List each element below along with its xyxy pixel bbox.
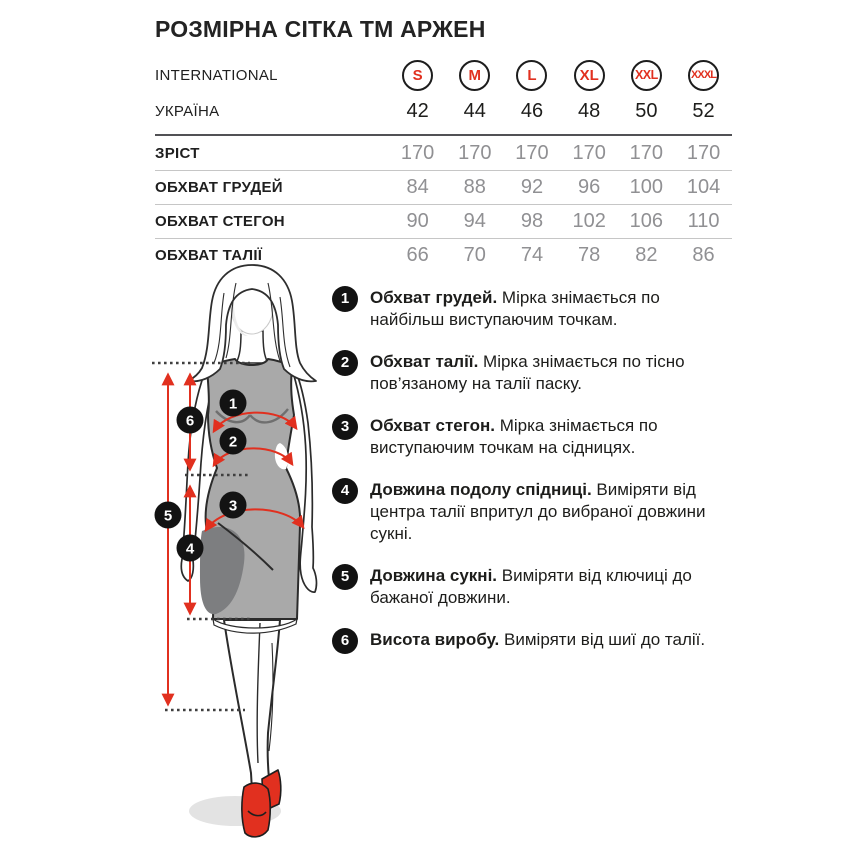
measure-value: 82 xyxy=(635,244,658,266)
measure-value: 170 xyxy=(515,141,549,164)
legend-item-hips xyxy=(332,415,706,459)
measure-value: 170 xyxy=(572,141,606,164)
table-row-hips xyxy=(155,204,732,238)
measurement-figure xyxy=(140,263,340,850)
ua-size-value: 50 xyxy=(635,99,658,122)
figure-marker-6 xyxy=(177,407,204,434)
measure-value: 170 xyxy=(400,141,435,164)
legend-item-bodice-height xyxy=(332,629,706,651)
size-badge-s: S xyxy=(402,60,433,91)
row-label-height: ЗРІСТ xyxy=(155,144,200,162)
measure-value: 170 xyxy=(629,141,664,164)
table-row-ukraine xyxy=(155,94,732,128)
page-title: РОЗМІРНА СІТКА ТМ АРЖЕН xyxy=(155,16,486,42)
legend-text: Мірка знімається по виступаючим точкам на сідницях. xyxy=(370,416,658,457)
measure-value: 110 xyxy=(687,210,720,232)
measure-value: 78 xyxy=(578,244,601,266)
ua-size-value: 52 xyxy=(692,99,715,122)
measure-value: 102 xyxy=(572,210,606,232)
figure-marker-5 xyxy=(155,502,182,529)
woman-sketch-illustration xyxy=(140,263,340,850)
measure-value: 94 xyxy=(463,210,486,232)
svg-text:4: 4 xyxy=(185,540,195,558)
legend-title: Довжина сукні. xyxy=(370,566,498,585)
legend-text: Мірка знімається по найбільш виступаючим точкам. xyxy=(370,288,660,329)
figure-marker-4 xyxy=(177,535,204,562)
ua-size-value: 48 xyxy=(578,99,601,122)
legend-number-badge: 2 xyxy=(332,350,358,376)
row-label-hips: ОБХВАТ СТЕГОН xyxy=(155,213,285,230)
legend-number-badge: 5 xyxy=(332,564,358,590)
row-label-bust: ОБХВАТ ГРУДЕЙ xyxy=(155,179,283,196)
legend-title: Довжина подолу спідниці. xyxy=(370,480,592,499)
legend-number-badge: 6 xyxy=(332,628,358,654)
neck xyxy=(236,331,268,363)
measure-value: 70 xyxy=(463,244,486,266)
legend-text: Мірка знімається по тісно пов’язаному на талії паску. xyxy=(370,352,685,393)
ua-size-value: 46 xyxy=(520,99,544,122)
svg-text:3: 3 xyxy=(228,497,238,515)
measure-value: 90 xyxy=(406,210,429,232)
measure-value: 74 xyxy=(520,244,544,266)
legend-text: Виміряти від ключиці до бажаної довжини. xyxy=(370,566,692,607)
measure-value: 106 xyxy=(629,210,664,232)
size-table xyxy=(155,56,732,272)
table-head xyxy=(155,56,732,128)
legend-item-waist xyxy=(332,351,706,395)
measure-value: 86 xyxy=(692,244,715,266)
svg-text:1: 1 xyxy=(228,395,238,413)
legend-item-dress-length xyxy=(332,565,706,609)
svg-text:5: 5 xyxy=(163,507,173,525)
row-label-ukraine: УКРАЇНА xyxy=(155,102,220,120)
row-label-international: INTERNATIONAL xyxy=(155,66,278,84)
measure-value: 170 xyxy=(458,141,492,164)
measure-value: 104 xyxy=(686,176,721,198)
measure-value: 100 xyxy=(629,176,664,198)
figure-marker-1 xyxy=(220,390,247,417)
ua-size-value: 44 xyxy=(463,99,486,122)
svg-text:2: 2 xyxy=(228,433,238,451)
legend-title: Висота виробу. xyxy=(370,630,500,649)
table-row-international xyxy=(155,56,732,94)
measure-value: 170 xyxy=(686,141,721,164)
legend-number-badge: 3 xyxy=(332,414,358,440)
legend-number-badge: 1 xyxy=(332,286,358,312)
size-badge-l: L xyxy=(516,60,547,91)
figure-marker-2 xyxy=(220,428,247,455)
legend-item-bust xyxy=(332,287,706,331)
measurement-legend xyxy=(332,287,708,671)
table-row-bust xyxy=(155,170,732,204)
size-badge-m: M xyxy=(459,60,490,91)
figure-marker-3 xyxy=(220,492,247,519)
size-badge-xxl: XXL xyxy=(631,60,662,91)
ua-size-value: 42 xyxy=(406,99,429,122)
legend-item-skirt-length xyxy=(332,479,706,545)
row-label-waist: ОБХВАТ ТАЛІЇ xyxy=(155,247,263,264)
legend-text: Виміряти від шиї до талії. xyxy=(504,630,706,649)
table-row-height xyxy=(155,136,732,170)
size-badge-xl: XL xyxy=(574,60,605,91)
legend-title: Обхват стегон. xyxy=(370,416,495,435)
measure-value: 66 xyxy=(406,244,429,266)
legend-number-badge: 4 xyxy=(332,478,358,504)
measure-value: 96 xyxy=(578,176,601,198)
table-body xyxy=(155,134,732,272)
measure-value: 88 xyxy=(463,176,486,198)
size-badge-xxxl: XXXL xyxy=(688,60,719,91)
legs xyxy=(224,620,280,795)
measure-value: 98 xyxy=(520,210,544,232)
dress xyxy=(200,359,300,633)
legend-title: Обхват талії. xyxy=(370,352,479,371)
measure-value: 92 xyxy=(520,176,544,198)
legend-text: Виміряти від центра талії впритул до вибраної довжини сукні. xyxy=(370,480,706,543)
red-heels xyxy=(242,770,281,837)
legend-title: Обхват грудей. xyxy=(370,288,498,307)
measure-value: 84 xyxy=(406,176,429,198)
svg-text:6: 6 xyxy=(185,412,195,430)
